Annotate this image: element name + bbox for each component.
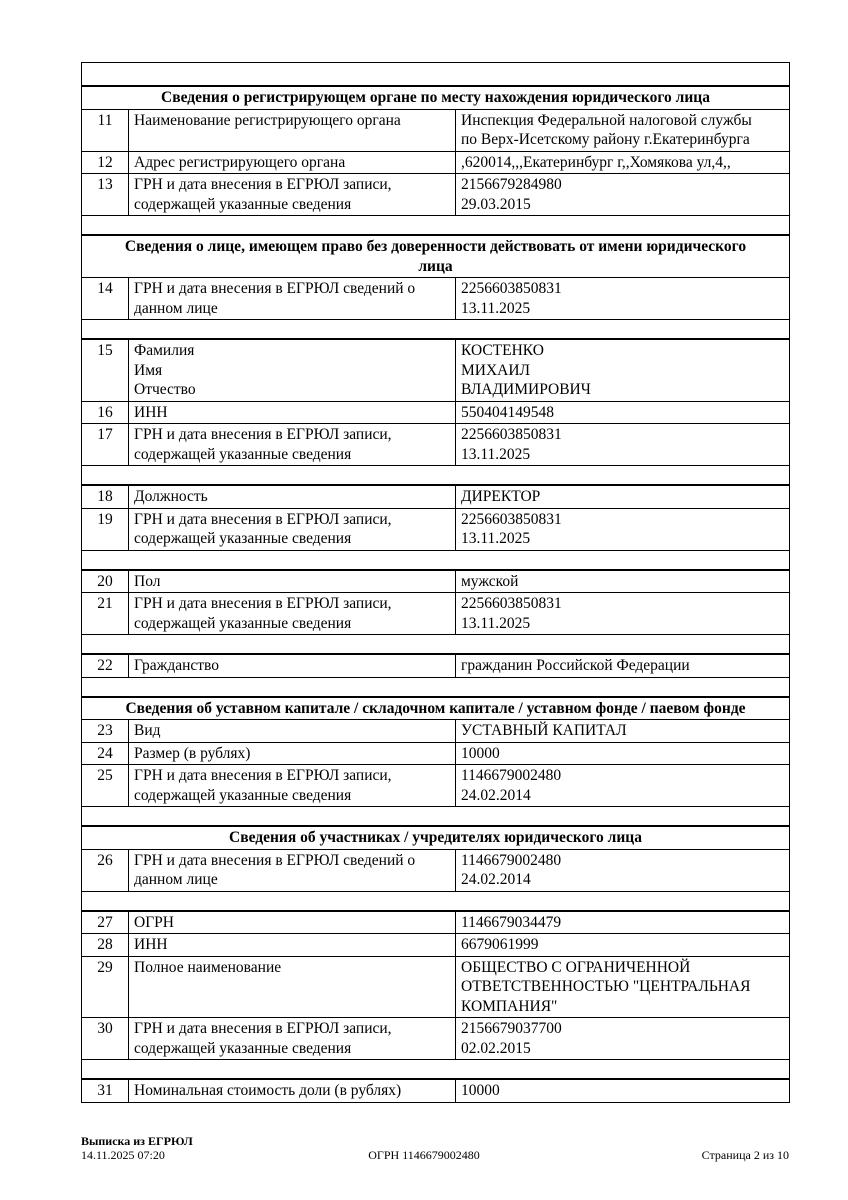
attribute-name-cell-line: содержащей указанные сведения [134, 195, 352, 213]
attribute-name-cell-line: ИНН [134, 936, 168, 953]
attribute-value-cell [456, 850, 789, 891]
attribute-name-cell-line: содержащей указанные сведения [134, 530, 352, 547]
attribute-value-cell [456, 509, 789, 550]
attribute-name-cell-line: ГРН и дата внесения в ЕГРЮЛ записи, [134, 510, 392, 528]
attribute-name-cell [129, 486, 456, 508]
attribute-value-cell [456, 486, 789, 508]
attribute-value-cell [456, 174, 789, 215]
table-row-26 [82, 849, 789, 891]
row-number-cell: 24 [82, 743, 129, 765]
attribute-name-cell-line: Пол [134, 572, 161, 590]
attribute-value-cell [456, 278, 789, 319]
attribute-value-cell [456, 1018, 789, 1059]
table-row-19 [82, 508, 789, 550]
attribute-name-cell-line: Имя [134, 361, 163, 379]
attribute-value-cell-line: МИХАИЛ [461, 361, 531, 379]
attribute-value-cell [456, 1080, 789, 1102]
attribute-value-cell-line: по Верх-Исетскому району г.Екатеринбурга [461, 131, 750, 148]
attribute-name-cell-line: Адрес регистрирующего органа [134, 153, 346, 171]
section-header-row [82, 696, 789, 720]
attribute-value-cell-line: Инспекция Федеральной налоговой службы [461, 111, 752, 129]
attribute-value-cell-line: 10000 [461, 1082, 500, 1099]
table-spacer-row [82, 215, 789, 234]
table-row-17 [82, 423, 789, 465]
footer-datetime: 14.11.2025 07:20 [81, 1147, 165, 1162]
attribute-value-cell-line: 2256603850831 [461, 510, 562, 528]
attribute-value-cell-line: 550404149548 [461, 403, 554, 421]
table-row-28 [82, 933, 789, 956]
attribute-value-cell [456, 340, 789, 401]
attribute-value-cell-line: мужской [461, 572, 519, 590]
table-spacer-row [82, 634, 789, 653]
row-number-cell: 31 [82, 1080, 129, 1102]
attribute-name-cell-line: Размер (в рублях) [134, 744, 251, 762]
table-row-24 [82, 742, 789, 765]
attribute-value-cell-line: ОТВЕТСТВЕННОСТЬЮ "ЦЕНТРАЛЬНАЯ [461, 978, 751, 995]
attribute-value-cell-line: 02.02.2015 [461, 1039, 531, 1057]
table-row-11 [82, 109, 789, 151]
table-row-13 [82, 173, 789, 215]
table-spacer-row [82, 550, 789, 569]
egrul-table [81, 62, 790, 1103]
attribute-name-cell [129, 1018, 456, 1059]
footer-page-number: Страница 2 из 10 [701, 1148, 789, 1162]
attribute-value-cell-line: КОМПАНИЯ" [461, 997, 558, 1015]
attribute-name-cell [129, 957, 456, 1018]
attribute-value-cell-line: 2256603850831 [461, 426, 562, 443]
attribute-name-cell-line: ГРН и дата внесения в ЕГРЮЛ записи, [134, 426, 392, 443]
footer-ogrn: ОГРН 1146679002480 [368, 1148, 480, 1162]
row-number-cell: 17 [82, 424, 129, 465]
table-spacer-row [82, 319, 789, 338]
attribute-name-cell [129, 934, 456, 956]
attribute-name-cell-line: ГРН и дата внесения в ЕГРЮЛ сведений о [134, 851, 416, 869]
attribute-name-cell [129, 509, 456, 550]
table-row-29 [82, 956, 789, 1018]
table-row-16 [82, 401, 789, 424]
attribute-value-cell-line: 2256603850831 [461, 280, 562, 297]
attribute-value-cell [456, 720, 789, 742]
row-number-cell: 19 [82, 509, 129, 550]
footer-doc-title: Выписка из ЕГРЮЛ [81, 1134, 193, 1148]
row-number-cell: 29 [82, 957, 129, 1018]
attribute-value-cell-line: 13.11.2025 [461, 299, 531, 317]
row-number-cell: 13 [82, 174, 129, 215]
attribute-name-cell-line: ИНН [134, 403, 168, 421]
table-row-21 [82, 592, 789, 634]
attribute-value-cell [456, 934, 789, 956]
attribute-value-cell [456, 743, 789, 765]
attribute-name-cell-line: ГРН и дата внесения в ЕГРЮЛ записи, [134, 1020, 392, 1037]
attribute-name-cell [129, 765, 456, 806]
attribute-name-cell-line: Наименование регистрирующего органа [134, 111, 401, 129]
attribute-value-cell-line: 1146679002480 [461, 767, 562, 784]
attribute-value-cell [456, 957, 789, 1018]
attribute-value-cell [456, 912, 789, 934]
attribute-name-cell-line: Вид [134, 722, 161, 739]
attribute-name-cell [129, 655, 456, 677]
attribute-value-cell [456, 655, 789, 677]
attribute-name-cell-line: ГРН и дата внесения в ЕГРЮЛ записи, [134, 595, 392, 612]
attribute-name-cell-line: данном лице [134, 299, 218, 317]
table-row-23 [82, 719, 789, 742]
attribute-value-cell-line: 2156679284980 [461, 176, 562, 193]
row-number-cell: 23 [82, 720, 129, 742]
attribute-value-cell-line: ОБЩЕСТВО С ОГРАНИЧЕННОЙ [461, 958, 691, 976]
table-row-22 [82, 653, 789, 677]
attribute-name-cell [129, 571, 456, 593]
attribute-value-cell-line: 1146679034479 [461, 913, 562, 931]
attribute-name-cell-line: Должность [134, 488, 208, 505]
attribute-value-cell-line: ,620014,,,Екатеринбург г,,Хомякова ул,4,, [461, 153, 731, 171]
row-number-cell: 18 [82, 486, 129, 508]
attribute-name-cell [129, 110, 456, 151]
table-row-31 [82, 1078, 789, 1102]
attribute-name-cell [129, 278, 456, 319]
attribute-value-cell-line: 29.03.2015 [461, 195, 531, 213]
table-spacer-row [82, 677, 789, 696]
section-header-row [82, 234, 789, 277]
table-row-27 [82, 910, 789, 934]
table-row-30 [82, 1017, 789, 1059]
row-number-cell: 21 [82, 593, 129, 634]
section-title: Сведения о лице, имеющем право без доверенности действовать от имени юридического [124, 238, 747, 255]
row-number-cell: 27 [82, 912, 129, 934]
table-spacer-row [82, 891, 789, 910]
attribute-name-cell-line: содержащей указанные сведения [134, 1039, 352, 1057]
attribute-name-cell-line: данном лице [134, 871, 218, 888]
attribute-name-cell-line: Номинальная стоимость доли (в рублях) [134, 1082, 402, 1099]
attribute-value-cell [456, 765, 789, 806]
attribute-value-cell-line: ВЛАДИМИРОВИЧ [461, 381, 591, 398]
attribute-value-cell-line: 13.11.2025 [461, 530, 531, 547]
attribute-value-cell [456, 571, 789, 593]
attribute-name-cell-line: Фамилия [134, 342, 195, 359]
row-number-cell: 16 [82, 402, 129, 424]
section-header-row [82, 825, 789, 849]
table-row-18 [82, 484, 789, 508]
attribute-name-cell-line: ГРН и дата внесения в ЕГРЮЛ записи, [134, 176, 392, 193]
attribute-name-cell [129, 402, 456, 424]
attribute-value-cell-line: 10000 [461, 744, 500, 762]
section-title: Сведения об участниках / учредителях юридического лица [229, 829, 642, 846]
attribute-name-cell-line: содержащей указанные сведения [134, 614, 352, 632]
table-row-20 [82, 569, 789, 593]
attribute-value-cell-line: гражданин Российской Федерации [461, 657, 690, 674]
row-number-cell: 28 [82, 934, 129, 956]
attribute-value-cell [456, 593, 789, 634]
attribute-value-cell-line: 24.02.2014 [461, 871, 531, 888]
attribute-name-cell [129, 152, 456, 174]
attribute-name-cell [129, 850, 456, 891]
attribute-value-cell [456, 402, 789, 424]
attribute-value-cell-line: 2156679037700 [461, 1020, 562, 1037]
attribute-value-cell [456, 110, 789, 151]
row-number-cell: 22 [82, 655, 129, 677]
attribute-value-cell [456, 424, 789, 465]
table-row-14 [82, 277, 789, 319]
section-title: лица [418, 257, 453, 275]
attribute-value-cell-line: 1146679002480 [461, 851, 562, 869]
attribute-value-cell-line: 6679061999 [461, 936, 539, 953]
table-spacer-row [82, 806, 789, 825]
attribute-name-cell [129, 174, 456, 215]
attribute-value-cell-line: УСТАВНЫЙ КАПИТАЛ [461, 722, 627, 739]
section-title: Сведения об уставном капитале / складочном капитале / уставном фонде / паевом фонде [125, 699, 746, 717]
attribute-name-cell [129, 424, 456, 465]
attribute-name-cell-line: ОГРН [134, 913, 174, 931]
attribute-name-cell-line: содержащей указанные сведения [134, 445, 352, 463]
attribute-value-cell-line: КОСТЕНКО [461, 342, 544, 359]
attribute-value-cell-line: ДИРЕКТОР [461, 488, 541, 505]
attribute-name-cell-line: Отчество [134, 381, 196, 398]
attribute-name-cell-line: ГРН и дата внесения в ЕГРЮЛ сведений о [134, 280, 416, 297]
row-number-cell: 11 [82, 110, 129, 151]
attribute-name-cell-line: Гражданство [134, 657, 220, 674]
attribute-name-cell-line: Полное наименование [134, 958, 282, 976]
table-spacer-row [82, 465, 789, 484]
section-header-row [82, 85, 789, 109]
attribute-name-cell [129, 340, 456, 401]
table-row-15 [82, 338, 789, 401]
row-number-cell: 30 [82, 1018, 129, 1059]
table-row-12 [82, 151, 789, 174]
attribute-value-cell-line: 13.11.2025 [461, 445, 531, 463]
row-number-cell: 26 [82, 850, 129, 891]
attribute-name-cell [129, 720, 456, 742]
attribute-name-cell [129, 743, 456, 765]
table-spacer-row [82, 63, 789, 85]
row-number-cell: 25 [82, 765, 129, 806]
attribute-name-cell [129, 912, 456, 934]
attribute-value-cell-line: 24.02.2014 [461, 786, 531, 804]
attribute-name-cell-line: ГРН и дата внесения в ЕГРЮЛ записи, [134, 767, 392, 784]
attribute-value-cell-line: 2256603850831 [461, 595, 562, 612]
attribute-value-cell [456, 152, 789, 174]
attribute-name-cell [129, 1080, 456, 1102]
table-spacer-row [82, 1059, 789, 1078]
table-row-25 [82, 764, 789, 806]
attribute-value-cell-line: 13.11.2025 [461, 614, 531, 632]
attribute-name-cell-line: содержащей указанные сведения [134, 786, 352, 804]
row-number-cell: 20 [82, 571, 129, 593]
row-number-cell: 12 [82, 152, 129, 174]
row-number-cell: 14 [82, 278, 129, 319]
attribute-name-cell [129, 593, 456, 634]
row-number-cell: 15 [82, 340, 129, 401]
section-title: Сведения о регистрирующем органе по месту нахождения юридического лица [161, 89, 710, 106]
